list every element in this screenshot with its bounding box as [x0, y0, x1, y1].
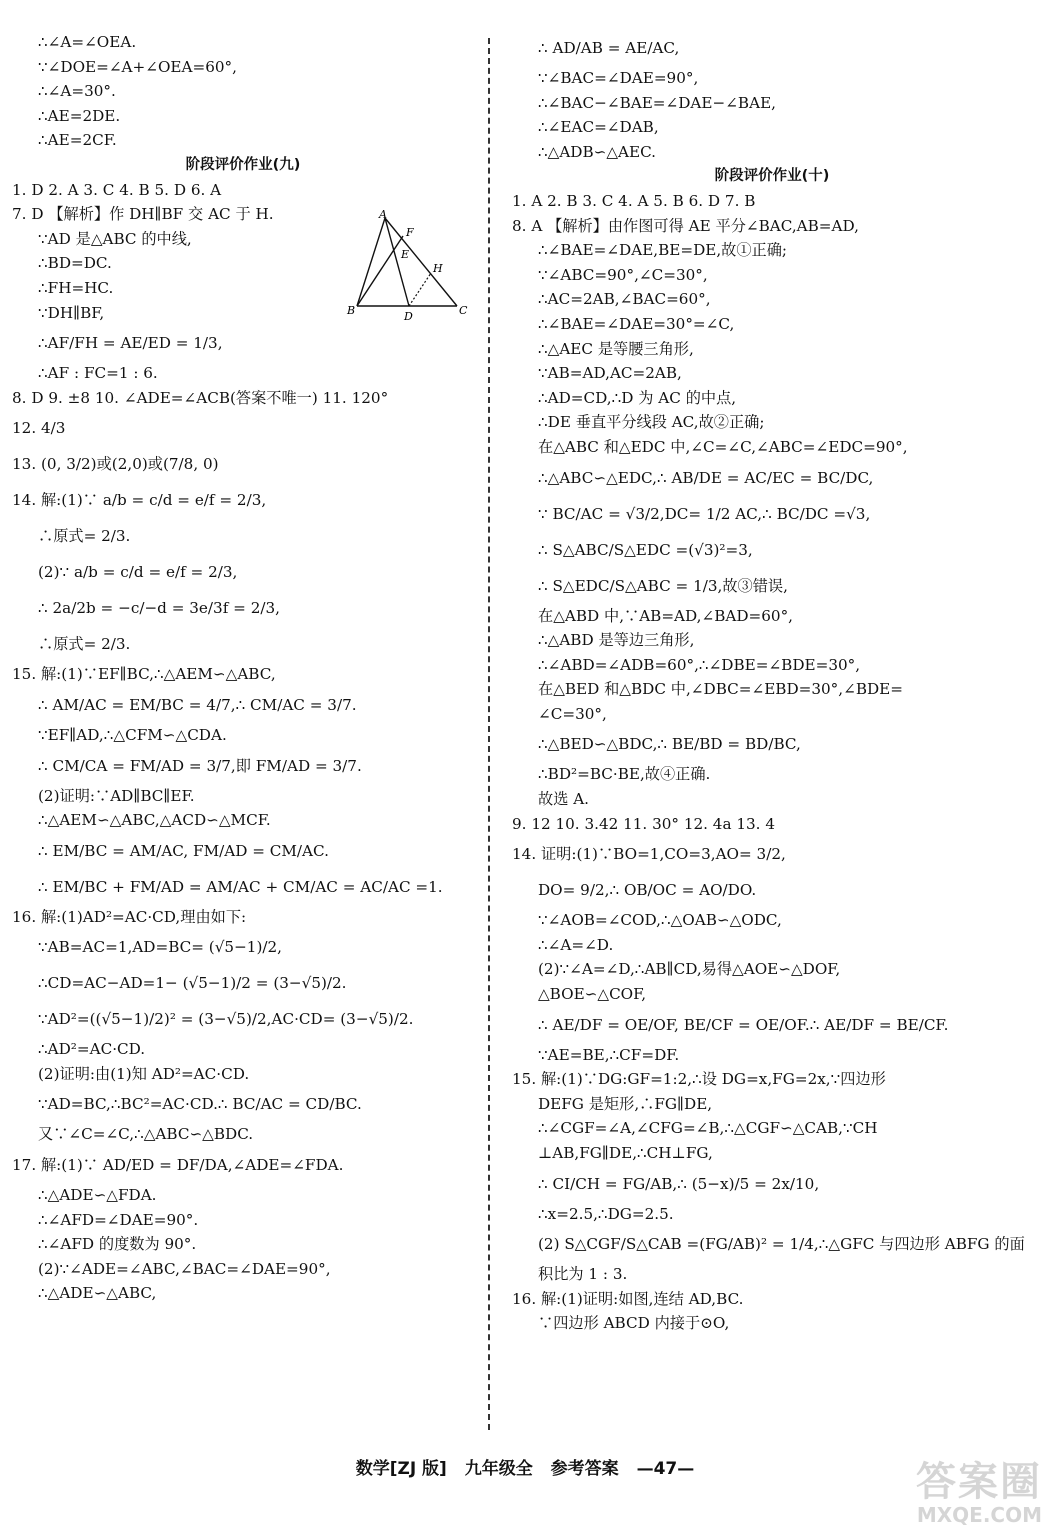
- answer-line: ∵EF∥AD,∴△CFM∽△CDA.: [38, 725, 227, 744]
- answer-line: ∴ S△ABC/S△EDC =(√3)²=3,: [538, 540, 753, 559]
- answer-line: 14. 解:(1)∵ a/b = c/d = e/f = 2/3,: [12, 491, 267, 510]
- answer-line: ∴△ABC∽△EDC,∴ AB/DE = AC/EC = BC/DC,: [538, 468, 874, 487]
- page-number: —47—: [636, 1459, 695, 1479]
- answer-line: ∴x=2.5,∴DG=2.5.: [538, 1204, 674, 1223]
- answer-line: ∴∠BAE=∠DAE,BE=DE,故①正确;: [538, 241, 788, 260]
- answer-line: 故选 A.: [538, 790, 589, 809]
- answer-line: ⊥AB,FG∥DE,∴CH⊥FG,: [538, 1144, 713, 1162]
- answer-line: ∴△BED∽△BDC,∴ BE/BD = BD/BC,: [538, 735, 801, 754]
- answer-line: ∴ EM/BC + FM/AD = AM/AC + CM/AC = AC/AC =1.: [38, 877, 443, 896]
- answer-line: 13. (0, 3/2)或(2,0)或(7/8, 0): [12, 455, 219, 474]
- label-f: F: [406, 226, 414, 239]
- answer-line: 在△ABC 和△EDC 中,∠C=∠C,∠ABC=∠EDC=90°,: [538, 437, 908, 456]
- label-b: B: [347, 304, 356, 317]
- label-c: C: [459, 304, 468, 317]
- answer-line: ∴ 2a/2b = −c/−d = 3e/3f = 2/3,: [38, 599, 280, 618]
- footer-grade: 九年级全: [464, 1459, 533, 1479]
- answer-line: 17. 解:(1)∵ AD/ED = DF/DA,∠ADE=∠FDA.: [12, 1156, 344, 1175]
- answer-line: 16. 解:(1)AD²=AC·CD,理由如下:: [12, 907, 247, 926]
- answer-line: ∴∠A=∠D.: [538, 935, 614, 954]
- answer-line: ∴原式= 2/3.: [38, 635, 131, 654]
- watermark-cn: 答案圈: [916, 1459, 1042, 1505]
- answer-line: ∵AD 是△ABC 的中线,: [38, 229, 192, 248]
- answer-line: 12. 4/3: [12, 419, 66, 438]
- answer-line: ∴ AD/AB = AE/AC,: [538, 39, 680, 57]
- answer-line: ∴AF : FC=1 : 6.: [38, 364, 158, 383]
- watermark-en: MXQE.COM: [916, 1503, 1042, 1527]
- answer-line: 在△BED 和△BDC 中,∠DBC=∠EBD=30°,∠BDE=: [538, 680, 903, 699]
- triangle-figure: [345, 210, 475, 325]
- answer-line: ∵四边形 ABCD 内接于⊙O,: [538, 1314, 730, 1333]
- answer-line: ∴∠A=∠OEA.: [38, 33, 137, 51]
- answer-line: ∴∠EAC=∠DAB,: [538, 118, 659, 137]
- answer-line: ∴ S△EDC/S△ABC = 1/3,故③错误,: [538, 576, 788, 595]
- answer-line: ∴∠BAC−∠BAE=∠DAE−∠BAE,: [538, 93, 776, 112]
- answer-line: ∵∠ABC=90°,∠C=30°,: [538, 265, 708, 284]
- answer-line: (2)证明:由(1)知 AD²=AC·CD.: [38, 1064, 250, 1083]
- answer-line: 又∵∠C=∠C,∴△ABC∽△BDC.: [38, 1125, 254, 1144]
- answer-line: ∴原式= 2/3.: [38, 527, 131, 546]
- answer-line: ∴AC=2AB,∠BAC=60°,: [538, 290, 711, 309]
- answer-line: 14. 证明:(1)∵BO=1,CO=3,AO= 3/2,: [512, 845, 786, 864]
- section-heading: 阶段评价作业(九): [185, 156, 301, 173]
- answer-line: ∴AD=CD,∴D 为 AC 的中点,: [538, 388, 737, 407]
- answer-line: ∴△AEM∽△ABC,△ACD∽△MCF.: [38, 811, 271, 830]
- answer-line: ∵ BC/AC = √3/2,DC= 1/2 AC,∴ BC/DC =√3,: [538, 504, 871, 523]
- column-divider: [488, 38, 490, 1430]
- answer-line: (2)∵∠A=∠D,∴AB∥CD,易得△AOE∽△DOF,: [538, 960, 841, 979]
- answer-line: ∵∠BAC=∠DAE=90°,: [538, 69, 699, 87]
- answer-line: 积比为 1 : 3.: [538, 1265, 628, 1284]
- segment-bf: [357, 236, 403, 306]
- answer-line: ∵AE=BE,∴CF=DF.: [538, 1045, 680, 1064]
- watermark-logo: [852, 1460, 1042, 1530]
- answer-line: ∠C=30°,: [538, 704, 607, 723]
- answer-line: ∴ EM/BC = AM/AC, FM/AD = CM/AC.: [38, 841, 329, 860]
- answer-line: 8. A 【解析】由作图可得 AE 平分∠BAC,AB=AD,: [512, 216, 859, 235]
- answer-line: ∴△ABD 是等边三角形,: [538, 631, 695, 650]
- answer-line: ∴DE 垂直平分线段 AC,故②正确;: [538, 413, 765, 432]
- answer-line: ∴AD²=AC·CD.: [38, 1040, 146, 1059]
- label-a: A: [379, 210, 387, 221]
- answer-line: ∴∠AFD=∠DAE=90°.: [38, 1210, 199, 1229]
- answer-line: DEFG 是矩形,∴FG∥DE,: [538, 1094, 713, 1113]
- answer-line: ∴FH=HC.: [38, 278, 114, 297]
- answer-line: ∴BD=DC.: [38, 254, 112, 273]
- segment-ab: [357, 218, 385, 306]
- answer-line: 1. D 2. A 3. C 4. B 5. D 6. A: [12, 180, 222, 199]
- answer-line: ∴△ADB∽△AEC.: [538, 142, 657, 161]
- answer-line: ∴AF/FH = AE/ED = 1/3,: [38, 334, 223, 353]
- answer-line: (2) S△CGF/S△CAB =(FG/AB)² = 1/4,∴△GFC 与四边形 ABFG 的面: [538, 1235, 1025, 1254]
- answer-line: 7. D 【解析】作 DH∥BF 交 AC 于 H.: [12, 205, 274, 224]
- answer-line: ∵∠AOB=∠COD,∴△OAB∽△ODC,: [538, 911, 782, 930]
- answer-line: 15. 解:(1)∵EF∥BC,∴△AEM∽△ABC,: [12, 665, 276, 684]
- answer-line: ∵AB=AD,AC=2AB,: [538, 364, 682, 383]
- answer-line: ∴△AEC 是等腰三角形,: [538, 339, 694, 358]
- answer-line: ∴ AM/AC = EM/BC = 4/7,∴ CM/AC = 3/7.: [38, 695, 357, 714]
- answer-line: ∴∠CGF=∠A,∠CFG=∠B,∴△CGF∽△CAB,∵CH: [538, 1119, 878, 1138]
- answer-line: ∴∠A=30°.: [38, 82, 116, 101]
- answer-line: ∴∠BAE=∠DAE=30°=∠C,: [538, 314, 735, 333]
- segment-ac: [385, 218, 457, 306]
- answer-line: ∴ CM/CA = FM/AD = 3/7,即 FM/AD = 3/7.: [38, 756, 362, 775]
- answer-line: ∵∠DOE=∠A+∠OEA=60°,: [38, 57, 237, 76]
- answer-line: 16. 解:(1)证明:如图,连结 AD,BC.: [512, 1289, 744, 1308]
- answer-line: ∴AE=2DE.: [38, 106, 121, 125]
- answer-line: ∴AE=2CF.: [38, 131, 117, 150]
- answer-line: (2)∵∠ADE=∠ABC,∠BAC=∠DAE=90°,: [38, 1259, 331, 1278]
- answer-line: 15. 解:(1)∵DG:GF=1:2,∴设 DG=x,FG=2x,∵四边形: [512, 1070, 886, 1089]
- answer-line: ∴ CI/CH = FG/AB,∴ (5−x)/5 = 2x/10,: [538, 1174, 820, 1193]
- answer-line: DO= 9/2,∴ OB/OC = AO/DO.: [538, 881, 757, 900]
- answer-line: ∵AB=AC=1,AD=BC= (√5−1)/2,: [38, 938, 282, 957]
- answer-line: 1. A 2. B 3. C 4. A 5. B 6. D 7. B: [512, 191, 756, 210]
- segment-dh: [409, 273, 431, 306]
- answer-line: ∴ AE/DF = OE/OF, BE/CF = OE/OF.∴ AE/DF = BE/CF.: [538, 1015, 949, 1034]
- label-d: D: [404, 310, 413, 323]
- answer-line: ∴△ADE∽△FDA.: [38, 1186, 157, 1205]
- answer-line: ∵DH∥BF,: [38, 303, 105, 322]
- answer-line: 在△ABD 中,∵AB=AD,∠BAD=60°,: [538, 606, 793, 625]
- answer-line: ∴∠ABD=∠ADB=60°,∴∠DBE=∠BDE=30°,: [538, 655, 861, 674]
- footer-title: 参考答案: [550, 1459, 619, 1479]
- answer-line: ∵AD²=((√5−1)/2)² = (3−√5)/2,AC·CD= (3−√5)/2.: [38, 1010, 414, 1029]
- answer-line: (2)∵ a/b = c/d = e/f = 2/3,: [38, 563, 238, 582]
- answer-line: 9. 12 10. 3.42 11. 30° 12. 4a 13. 4: [512, 814, 775, 833]
- footer-subject: 数学[ZJ 版]: [355, 1459, 447, 1479]
- right-column: [512, 30, 1032, 1336]
- answer-line: ∵AD=BC,∴BC²=AC·CD.∴ BC/AC = CD/BC.: [38, 1095, 362, 1114]
- answer-line: 8. D 9. ±8 10. ∠ADE=∠ACB(答案不唯一) 11. 120°: [12, 388, 389, 407]
- answer-line: ∴BD²=BC·BE,故④正确.: [538, 765, 711, 784]
- answer-line: (2)证明:∵AD∥BC∥EF.: [38, 786, 195, 805]
- answer-line: ∴△ADE∽△ABC,: [38, 1284, 157, 1303]
- answer-line: ∴CD=AC−AD=1− (√5−1)/2 = (3−√5)/2.: [38, 974, 347, 993]
- section-heading: 阶段评价作业(十): [714, 168, 830, 185]
- label-h: H: [433, 262, 443, 275]
- answer-line: △BOE∽△COF,: [538, 985, 647, 1004]
- label-e: E: [401, 248, 410, 261]
- answer-line: ∴∠AFD 的度数为 90°.: [38, 1235, 197, 1254]
